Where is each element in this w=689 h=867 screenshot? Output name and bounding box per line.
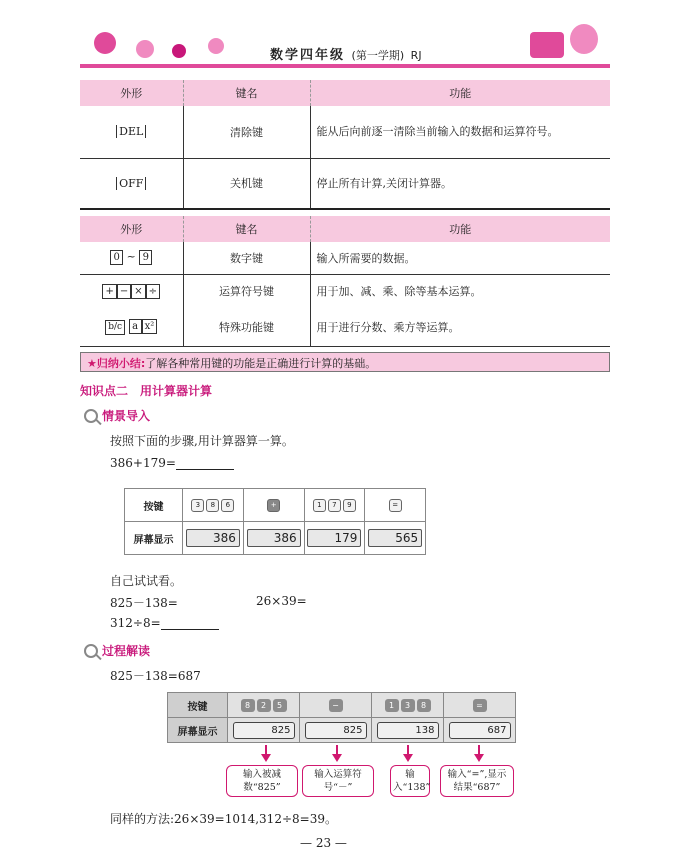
summary-label: ★归纳小结: — [87, 357, 146, 370]
answer-blank — [176, 458, 234, 470]
display-row — [125, 522, 426, 555]
key-function: 能从后向前逐一清除当前输入的数据和运算符号。 — [310, 106, 610, 158]
row-label: 按键 — [125, 489, 183, 522]
callout-box: 输入“=”,显示结果“687” — [440, 765, 514, 797]
section-title: 情景导入 — [102, 409, 151, 423]
try-label: 自己试试看。 — [110, 574, 183, 588]
key-function: 输入所需要的数据。 — [310, 242, 610, 274]
screen-display: 825 — [233, 722, 295, 739]
table-row — [80, 158, 610, 208]
arrow-down-icon — [403, 754, 413, 762]
callout-box: 输入“138” — [390, 765, 430, 797]
screen-display: 825 — [305, 722, 367, 739]
key-glyph: x² — [142, 319, 158, 334]
flower-decoration — [94, 32, 116, 54]
equals-key-icon: = — [473, 699, 487, 712]
solution-expr: 825－138=687 — [110, 669, 201, 683]
instruction-text: 按照下面的步骤,用计算器算一算。 — [110, 434, 294, 448]
book-title: 数学四年级 — [270, 48, 346, 63]
flower-decoration — [172, 44, 186, 58]
key-table-1 — [80, 80, 610, 208]
page-number: — 23 — — [300, 836, 347, 850]
key-name: 运算符号键 — [183, 274, 310, 308]
flower-decoration — [208, 38, 224, 54]
conclusion-text: 同样的方法:26×39=1014,312÷8=39。 — [110, 812, 337, 826]
screen-display: 687 — [449, 722, 511, 739]
key-icon: 3 — [191, 499, 204, 512]
minus-key-icon: − — [329, 699, 343, 712]
col-header-name: 键名 — [183, 216, 310, 242]
key-function: 停止所有计算,关闭计算器。 — [316, 177, 452, 191]
del-key-shape: DEL — [116, 125, 146, 138]
flower-decoration — [136, 40, 154, 58]
key-icon: 5 — [273, 699, 287, 712]
col-header-function: 功能 — [310, 80, 610, 106]
try-line-3 — [110, 616, 219, 630]
key-icon: 7 — [328, 499, 341, 512]
key-glyph: a — [129, 319, 142, 334]
off-key-shape: OFF — [116, 177, 146, 190]
key-icon: 2 — [257, 699, 271, 712]
key-glyph: 0 — [110, 250, 123, 265]
header-title — [270, 44, 422, 63]
row-label: 屏幕显示 — [125, 522, 183, 555]
try-expr-1: 825－138= — [110, 596, 178, 610]
key-icon: 9 — [343, 499, 356, 512]
key-icon: 3 — [401, 699, 415, 712]
key-icon: 1 — [313, 499, 326, 512]
calculator-steps-table — [124, 488, 426, 555]
col-header-shape: 外形 — [80, 216, 183, 242]
summary-text: 了解各种常用键的功能是正确进行计算的基础。 — [145, 357, 377, 370]
key-name: 清除键 — [183, 106, 310, 158]
exercise-expr: 386+179= — [110, 456, 176, 470]
book-edition: RJ — [410, 49, 422, 62]
col-header-name: 键名 — [183, 80, 310, 106]
table-row — [80, 106, 610, 158]
keys-row — [125, 489, 426, 522]
arrow-down-icon — [332, 754, 342, 762]
screen-display: 138 — [377, 722, 439, 739]
table-row — [80, 274, 610, 308]
key-icon: 8 — [241, 699, 255, 712]
key-function: 用于进行分数、乘方等运算。 — [310, 308, 610, 346]
key-function: 用于加、减、乘、除等基本运算。 — [316, 285, 482, 299]
answer-blank — [161, 618, 219, 630]
try-expr-3: 312÷8= — [110, 616, 161, 630]
header-band — [80, 64, 610, 68]
row-label: 屏幕显示 — [168, 718, 228, 743]
key-glyph: b/c — [105, 320, 125, 335]
screen-display: 565 — [368, 529, 422, 547]
key-icon: 8 — [417, 699, 431, 712]
display-row — [168, 718, 516, 743]
magnifier-icon — [84, 644, 98, 658]
key-glyph: × — [131, 284, 145, 299]
plus-key-icon: + — [267, 499, 280, 512]
key-glyph: 9 — [139, 250, 152, 265]
arrow-down-icon — [261, 754, 271, 762]
col-header-shape: 外形 — [80, 80, 183, 106]
table-header-row — [80, 216, 610, 242]
key-range-sep: ~ — [126, 250, 136, 264]
equals-key-icon: = — [389, 499, 402, 512]
house-decoration — [530, 32, 564, 58]
key-name: 特殊功能键 — [183, 308, 310, 346]
page-header — [80, 18, 610, 70]
table-divider — [80, 208, 610, 210]
key-glyph: ÷ — [146, 284, 160, 299]
keys-row — [168, 693, 516, 718]
book-term: (第一学期) — [351, 49, 405, 62]
calculator-process-table — [167, 692, 516, 743]
exercise-line — [110, 456, 234, 470]
col-header-function: 功能 — [310, 216, 610, 242]
section-heading — [84, 405, 150, 424]
screen-display: 386 — [186, 529, 240, 547]
section-title: 过程解读 — [102, 644, 151, 658]
tree-decoration — [570, 24, 598, 54]
table-row — [80, 242, 610, 274]
section-heading — [84, 640, 150, 659]
arrow-down-icon — [474, 754, 484, 762]
key-glyph: + — [102, 284, 116, 299]
callout-box: 输入被减数“825” — [226, 765, 298, 797]
table-row — [80, 308, 610, 346]
key-icon: 8 — [206, 499, 219, 512]
key-icon: 1 — [385, 699, 399, 712]
magnifier-icon — [84, 409, 98, 423]
knowledge-point-title: 知识点二 用计算器计算 — [80, 384, 213, 398]
key-name: 关机键 — [183, 158, 310, 208]
key-icon: 6 — [221, 499, 234, 512]
screen-display: 179 — [307, 529, 361, 547]
try-expr-2: 26×39= — [256, 594, 307, 608]
key-table-2 — [80, 216, 610, 347]
key-glyph: − — [117, 284, 131, 299]
table-header-row — [80, 80, 610, 106]
key-name: 数字键 — [183, 242, 310, 274]
screen-display: 386 — [247, 529, 301, 547]
summary-box — [80, 352, 610, 372]
row-label: 按键 — [168, 693, 228, 718]
callout-box: 输入运算符号“－” — [302, 765, 374, 797]
